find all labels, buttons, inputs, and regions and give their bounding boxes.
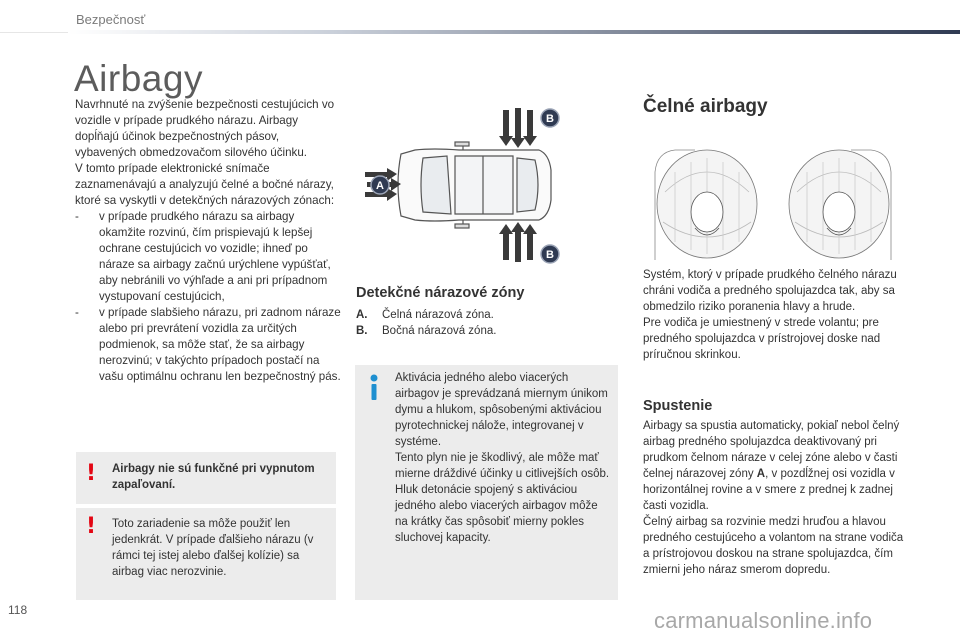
car-top-view xyxy=(398,142,551,228)
zone-text: Bočná nárazová zóna. xyxy=(382,325,497,337)
header-bar xyxy=(68,30,960,34)
zone-list xyxy=(356,307,496,339)
side-impact-arrows-bottom xyxy=(499,222,537,262)
list-item-text: v prípade slabšieho nárazu, pri zadnom náraze alebo pri prevrátení vozidla za určitých podmienok, sa môže stať, že sa airbagy nerozvinú; v takýchto prípadoch postačí na vašu optimálnu ochranu len bezpečnostný pás. xyxy=(99,306,341,383)
deployment-heading: Spustenie xyxy=(643,398,713,414)
side-impact-arrows-top xyxy=(499,108,537,148)
divider xyxy=(0,32,68,33)
zone-text: Čelná nárazová zóna. xyxy=(382,309,494,321)
zone-b-badge-top xyxy=(541,109,559,127)
info-box xyxy=(355,365,618,600)
front-airbag-illustration xyxy=(645,132,901,260)
zone-label: A. xyxy=(356,309,368,321)
detection-heading: Detekčné nárazové zóny xyxy=(356,285,525,301)
zone-b-badge-bottom xyxy=(541,245,559,263)
list-item xyxy=(75,305,343,385)
warning-icon: ! xyxy=(86,461,97,486)
info-text: Aktivácia jedného alebo viacerých airbagov je sprevádzaná miernym únikom dymu a hlukom, spôsobenými aktiváciou pyrotechnickej náložе, integrovanej v systéme. Tento plyn nie je škodlivý, ale môže mať mierne dráždivé účinky u citlivejších osôb. Hluk detonácie spojený s aktiváciou jedného alebo viacerých airbagov môže na krátky čas spôsobiť mierny pokles sluchovej kapacity. xyxy=(395,372,610,544)
warning-text: Toto zariadenie sa môže použiť len jedenkrát. V prípade ďalšieho nárazu (v rámci tej istej alebo ďalšej kolízie) sa airbag viac nerozvinie. xyxy=(112,518,314,578)
zone-item xyxy=(356,307,496,323)
warning-icon: ! xyxy=(86,514,97,539)
front-airbags-text: Systém, ktorý v prípade prudkého čelného nárazu chráni vodiča a predného spolujazdca tak, aby sa obmedzilo riziko poranenia hlavy a hrude. Pre vodiča je umiestnený v strede volantu; pre predného spolujazdca v prístrojovej doske nad príručnou skrinkou. xyxy=(643,269,897,361)
info-icon xyxy=(367,373,381,401)
intro-text xyxy=(75,97,343,385)
intro-paragraph: Navrhnuté na zvýšenie bezpečnosti cestujúcich vo vozidle v prípade prudkého nárazu. Airbagy dopĺňajú účinok bezpečnostných pásov, vybavených obmedzovačom silového účinku. xyxy=(75,98,335,159)
warning-box xyxy=(76,452,336,504)
list-dash: - xyxy=(75,306,79,319)
deployment-text: Airbagy sa spustia automaticky, pokiaľ nebol čelný airbag predného spolujazdca deaktivovaný pri prudkom čelnom náraze v celej zóne alebo v časti čelnej nárazovej zóny A, v pozdĺžnej osi vozidla v horizontálnej rovine a v smere z prednej k zadnej časti vozidla. Čelný airbag sa rozvinie medzi hruďou a hlavou predného cestujúceho a volantom na strane vodiča a prístrojovou doskou na strane spolujazdca, čím zmierni jeho náraz smerom dopredu. xyxy=(643,420,904,576)
warning-box xyxy=(76,508,336,600)
intro-paragraph-2: V tomto prípade elektronické snímače zaznamenávajú a analyzujú čelné a bočné nárazy, ktoré sa vyskytli v detekčných nárazových zónach: xyxy=(75,162,335,207)
page-title: Airbagy xyxy=(74,58,203,99)
list-item xyxy=(75,209,343,305)
warning-text: Airbagy nie sú funkčné pri vypnutom zapaľovaní. xyxy=(112,463,315,491)
zone-item xyxy=(356,323,496,339)
impact-zones-figure xyxy=(363,104,573,266)
page-number: 118 xyxy=(8,603,28,617)
svg-text:B: B xyxy=(546,249,554,261)
watermark: carmanualsonline.info xyxy=(654,608,873,633)
front-airbags-heading: Čelné airbagy xyxy=(643,96,768,117)
zone-label: B. xyxy=(356,325,368,337)
list-item-text: v prípade prudkého nárazu sa airbagy okamžite rozvinú, čím prispievajú k lepšej ochrane cestujúcich vo vozidle; ihneď po náraze sa airbagy začnú urýchlene vypúšťať, aby nebránili vo výhľade a ani pri prípadnom vystupovaní cestujúcich, xyxy=(99,210,331,303)
svg-text:A: A xyxy=(376,180,384,192)
list-dash: - xyxy=(75,210,79,223)
zone-a-badge xyxy=(371,176,389,194)
svg-text:B: B xyxy=(546,113,554,125)
section-title: Bezpečnosť xyxy=(76,12,146,27)
